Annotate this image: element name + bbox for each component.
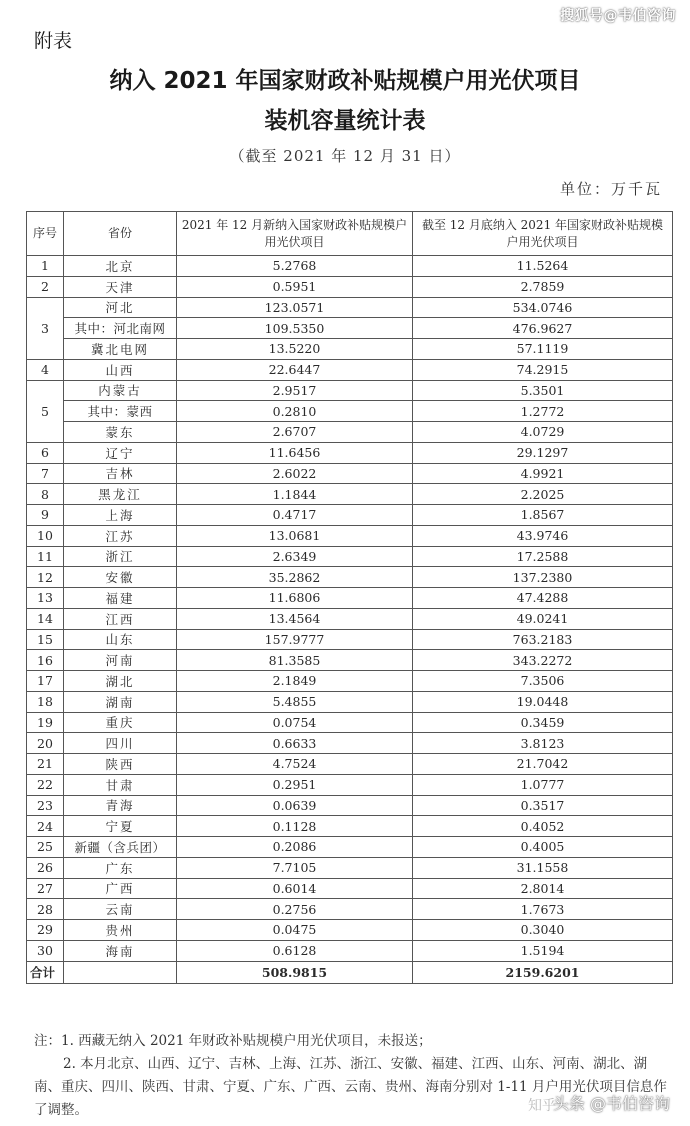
- row-december-new: 7.7105: [177, 857, 413, 878]
- row-index: 8: [27, 484, 64, 505]
- table-row: [27, 795, 673, 816]
- row-cumulative: 343.2272: [413, 650, 673, 671]
- row-december-new: 11.6806: [177, 588, 413, 609]
- row-december-new: 0.2756: [177, 899, 413, 920]
- row-index: 29: [27, 920, 64, 941]
- table-body: [27, 256, 673, 984]
- row-province: 吉林: [64, 463, 177, 484]
- row-province: 海南: [64, 940, 177, 961]
- capacity-table: [26, 211, 673, 984]
- row-province: 贵州: [64, 920, 177, 941]
- table-row: [27, 608, 673, 629]
- row-index: 4: [27, 359, 64, 380]
- row-cumulative: 17.2588: [413, 546, 673, 567]
- total-row: [27, 961, 673, 983]
- row-index: 11: [27, 546, 64, 567]
- row-december-new: 1.1844: [177, 484, 413, 505]
- row-cumulative: 2.7859: [413, 276, 673, 297]
- row-province: 河北: [64, 297, 177, 318]
- row-province: 山西: [64, 359, 177, 380]
- row-december-new: 0.6014: [177, 878, 413, 899]
- row-index: 26: [27, 857, 64, 878]
- row-province: 北京: [64, 256, 177, 277]
- row-cumulative: 1.2772: [413, 401, 673, 422]
- row-index: 12: [27, 567, 64, 588]
- row-december-new: 0.6128: [177, 940, 413, 961]
- row-index: 21: [27, 754, 64, 775]
- table-row: [27, 816, 673, 837]
- watermark-zhihu: 知乎: [528, 1098, 556, 1114]
- row-cumulative: 2.2025: [413, 484, 673, 505]
- row-cumulative: 1.8567: [413, 505, 673, 526]
- row-cumulative: 137.2380: [413, 567, 673, 588]
- table-row: [27, 940, 673, 961]
- row-province: 其中：蒙西: [64, 401, 177, 422]
- table-row: [27, 754, 673, 775]
- row-december-new: 5.2768: [177, 256, 413, 277]
- row-index: 27: [27, 878, 64, 899]
- row-cumulative: 47.4288: [413, 588, 673, 609]
- row-province: 天津: [64, 276, 177, 297]
- row-province: 其中：河北南网: [64, 318, 177, 339]
- row-index: 30: [27, 940, 64, 961]
- row-cumulative: 11.5264: [413, 256, 673, 277]
- row-cumulative: 19.0448: [413, 691, 673, 712]
- row-index: 10: [27, 525, 64, 546]
- table-row: [27, 712, 673, 733]
- row-province: 黑龙江: [64, 484, 177, 505]
- row-december-new: 2.9517: [177, 380, 413, 401]
- header-december-new: 2021 年 12 月新纳入国家财政补贴规模户用光伏项目: [177, 212, 413, 256]
- row-december-new: 123.0571: [177, 297, 413, 318]
- row-province: 内蒙古: [64, 380, 177, 401]
- row-province: 上海: [64, 505, 177, 526]
- row-province: 四川: [64, 733, 177, 754]
- table-row: [27, 339, 673, 360]
- row-index: 7: [27, 463, 64, 484]
- row-index: 20: [27, 733, 64, 754]
- header-index: 序号: [27, 212, 64, 256]
- total-cumulative: 2159.6201: [413, 961, 673, 983]
- row-december-new: 2.6349: [177, 546, 413, 567]
- table-row: [27, 380, 673, 401]
- table-row: [27, 546, 673, 567]
- table-header-row: [27, 212, 673, 256]
- row-cumulative: 1.0777: [413, 774, 673, 795]
- row-december-new: 22.6447: [177, 359, 413, 380]
- row-december-new: 0.0639: [177, 795, 413, 816]
- table-row: [27, 276, 673, 297]
- unit-label: 单位：万千瓦: [559, 180, 662, 198]
- row-index: 28: [27, 899, 64, 920]
- row-province: 河南: [64, 650, 177, 671]
- row-province: 广西: [64, 878, 177, 899]
- row-index: 9: [27, 505, 64, 526]
- row-cumulative: 21.7042: [413, 754, 673, 775]
- table-row: [27, 857, 673, 878]
- table-row: [27, 525, 673, 546]
- total-december-new: 508.9815: [177, 961, 413, 983]
- row-cumulative: 29.1297: [413, 442, 673, 463]
- table-row: [27, 297, 673, 318]
- row-december-new: 0.4717: [177, 505, 413, 526]
- row-province: 福建: [64, 588, 177, 609]
- row-province: 湖南: [64, 691, 177, 712]
- row-cumulative: 2.8014: [413, 878, 673, 899]
- watermark-bottom: 头条 @韦伯咨询: [552, 1094, 670, 1113]
- row-index: 15: [27, 629, 64, 650]
- row-december-new: 5.4855: [177, 691, 413, 712]
- row-index: 24: [27, 816, 64, 837]
- row-cumulative: 0.3517: [413, 795, 673, 816]
- row-province: 江苏: [64, 525, 177, 546]
- row-province: 蒙东: [64, 422, 177, 443]
- table-row: [27, 691, 673, 712]
- table-row: [27, 650, 673, 671]
- row-province: 浙江: [64, 546, 177, 567]
- table-row: [27, 256, 673, 277]
- row-december-new: 0.0754: [177, 712, 413, 733]
- row-december-new: 2.6707: [177, 422, 413, 443]
- row-december-new: 0.2086: [177, 837, 413, 858]
- row-province: 陕西: [64, 754, 177, 775]
- table-row: [27, 505, 673, 526]
- row-cumulative: 43.9746: [413, 525, 673, 546]
- row-december-new: 109.5350: [177, 318, 413, 339]
- row-index: 2: [27, 276, 64, 297]
- row-december-new: 0.0475: [177, 920, 413, 941]
- note-2: 2. 本月北京、山西、辽宁、吉林、上海、江苏、浙江、安徽、福建、江西、山东、河南、湖北、湖南、重庆、四川、陕西、甘肃、宁夏、广东、广西、云南、贵州、海南分别对 1-11 月户用光伏项目信息作了调整。: [34, 1056, 667, 1118]
- row-index: 18: [27, 691, 64, 712]
- table-row: [27, 671, 673, 692]
- row-cumulative: 0.4005: [413, 837, 673, 858]
- row-december-new: 81.3585: [177, 650, 413, 671]
- row-index: 14: [27, 608, 64, 629]
- row-december-new: 4.7524: [177, 754, 413, 775]
- header-cumulative: 截至 12 月底纳入 2021 年国家财政补贴规模户用光伏项目: [413, 212, 673, 256]
- row-cumulative: 763.2183: [413, 629, 673, 650]
- table-row: [27, 837, 673, 858]
- row-december-new: 35.2862: [177, 567, 413, 588]
- row-cumulative: 5.3501: [413, 380, 673, 401]
- row-cumulative: 1.7673: [413, 899, 673, 920]
- table-row: [27, 899, 673, 920]
- row-cumulative: 0.3459: [413, 712, 673, 733]
- row-province: 江西: [64, 608, 177, 629]
- table-row: [27, 920, 673, 941]
- row-province: 新疆（含兵团）: [64, 837, 177, 858]
- row-province: 广东: [64, 857, 177, 878]
- row-cumulative: 49.0241: [413, 608, 673, 629]
- row-index: 1: [27, 256, 64, 277]
- row-december-new: 2.6022: [177, 463, 413, 484]
- row-index: 13: [27, 588, 64, 609]
- row-index: 25: [27, 837, 64, 858]
- row-cumulative: 7.3506: [413, 671, 673, 692]
- row-index: 23: [27, 795, 64, 816]
- row-index: 17: [27, 671, 64, 692]
- row-cumulative: 0.4052: [413, 816, 673, 837]
- row-province: 甘肃: [64, 774, 177, 795]
- row-province: 湖北: [64, 671, 177, 692]
- table-row: [27, 733, 673, 754]
- row-cumulative: 0.3040: [413, 920, 673, 941]
- row-index: 16: [27, 650, 64, 671]
- table-row: [27, 318, 673, 339]
- row-province: 重庆: [64, 712, 177, 733]
- row-cumulative: 4.0729: [413, 422, 673, 443]
- row-province: 云南: [64, 899, 177, 920]
- table-row: [27, 359, 673, 380]
- document-title-line1: 纳入 2021 年国家财政补贴规模户用光伏项目: [109, 68, 581, 94]
- row-december-new: 0.6633: [177, 733, 413, 754]
- row-cumulative: 476.9627: [413, 318, 673, 339]
- table-row: [27, 567, 673, 588]
- row-december-new: 2.1849: [177, 671, 413, 692]
- table-row: [27, 401, 673, 422]
- date-subtitle: （截至 2021 年 12 月 31 日）: [229, 147, 461, 165]
- watermark-top: 搜狐号@韦伯咨询: [560, 8, 676, 24]
- row-province: 安徽: [64, 567, 177, 588]
- table-row: [27, 463, 673, 484]
- table-row: [27, 588, 673, 609]
- row-cumulative: 4.9921: [413, 463, 673, 484]
- row-december-new: 13.5220: [177, 339, 413, 360]
- table-row: [27, 774, 673, 795]
- document-title-line2: 装机容量统计表: [264, 108, 426, 134]
- table-row: [27, 878, 673, 899]
- row-province: 冀北电网: [64, 339, 177, 360]
- row-december-new: 0.2810: [177, 401, 413, 422]
- header-province: 省份: [64, 212, 177, 256]
- table-row: [27, 442, 673, 463]
- table-row: [27, 422, 673, 443]
- row-december-new: 13.4564: [177, 608, 413, 629]
- row-december-new: 11.6456: [177, 442, 413, 463]
- row-province: 宁夏: [64, 816, 177, 837]
- total-label: 合计: [27, 961, 64, 983]
- row-december-new: 0.5951: [177, 276, 413, 297]
- row-index: 19: [27, 712, 64, 733]
- row-december-new: 13.0681: [177, 525, 413, 546]
- row-december-new: 0.1128: [177, 816, 413, 837]
- table-row: [27, 484, 673, 505]
- row-december-new: 0.2951: [177, 774, 413, 795]
- row-province: 辽宁: [64, 442, 177, 463]
- row-index: 22: [27, 774, 64, 795]
- row-index: 3: [27, 297, 64, 359]
- table-row: [27, 629, 673, 650]
- appendix-label: 附表: [34, 30, 73, 52]
- row-cumulative: 57.1119: [413, 339, 673, 360]
- row-december-new: 157.9777: [177, 629, 413, 650]
- row-cumulative: 534.0746: [413, 297, 673, 318]
- row-province: 青海: [64, 795, 177, 816]
- note-1: 注：1. 西藏无纳入 2021 年财政补贴规模户用光伏项目，未报送；: [34, 1033, 432, 1049]
- row-cumulative: 3.8123: [413, 733, 673, 754]
- row-cumulative: 74.2915: [413, 359, 673, 380]
- total-province-empty: [64, 961, 177, 983]
- row-cumulative: 31.1558: [413, 857, 673, 878]
- row-cumulative: 1.5194: [413, 940, 673, 961]
- row-index: 6: [27, 442, 64, 463]
- row-index: 5: [27, 380, 64, 442]
- row-province: 山东: [64, 629, 177, 650]
